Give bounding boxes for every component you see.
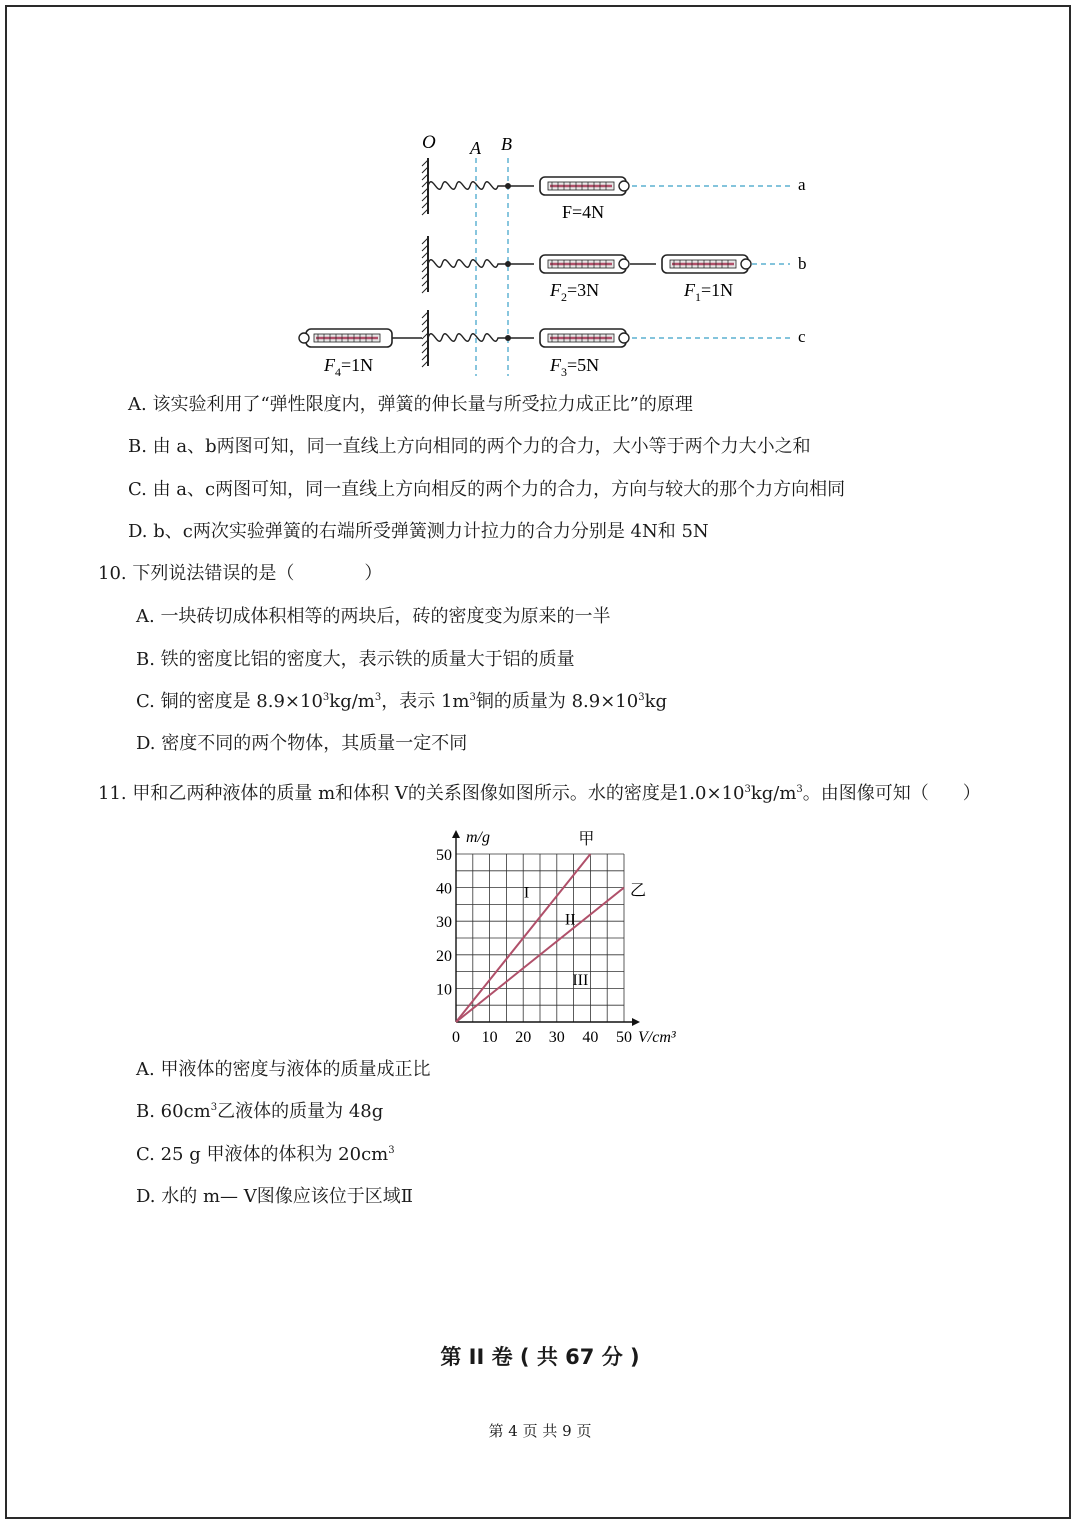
q9-option-c: C. 由 a、c两图可知，同一直线上方向相反的两个力的合力，方向与较大的那个力方向相同 bbox=[128, 479, 846, 500]
q11-b-part: 乙液体的质量为 48g bbox=[217, 1101, 384, 1122]
q11-b-part: B. 60cm bbox=[136, 1101, 211, 1122]
force-symbol-F1: F bbox=[684, 280, 695, 300]
q10-option-d: D. 密度不同的两个物体，其质量一定不同 bbox=[136, 733, 468, 754]
q10-option-a: A. 一块砖切成体积相等的两块后，砖的密度变为原来的一半 bbox=[136, 606, 611, 627]
q9-option-a: A. 该实验利用了“弹性限度内，弹簧的伸长量与所受拉力成正比”的原理 bbox=[128, 394, 693, 415]
row-label-c: c bbox=[798, 327, 806, 346]
q10-c-part: ，表示 1m bbox=[381, 691, 470, 712]
point-label-B: B bbox=[501, 134, 512, 154]
region-label: II bbox=[564, 911, 576, 929]
q10-c-unit: kg/m bbox=[329, 691, 375, 712]
q11-stem-text: 。由图像可知（ bbox=[802, 783, 929, 804]
y-tick-label: 50 bbox=[436, 847, 452, 864]
force-subscript-3: 3 bbox=[561, 365, 567, 379]
x-tick-label: 10 bbox=[481, 1029, 498, 1046]
q11-option-d: D. 水的 m— V图像应该位于区域Ⅱ bbox=[136, 1186, 413, 1207]
q10-c-exp: 3 bbox=[469, 692, 476, 703]
q9-option-d: D. b、c两次实验弹簧的右端所受弹簧测力计拉力的合力分别是 4N和 5N bbox=[128, 521, 709, 542]
q11-option-b bbox=[136, 1100, 383, 1124]
q10-stem-close: ） bbox=[364, 563, 383, 584]
point-label-A: A bbox=[470, 138, 481, 158]
section-title: 第 II 卷 ( 共 67 分 ) bbox=[440, 1345, 640, 1369]
force-subscript-1: 1 bbox=[695, 290, 701, 304]
svg-text:F3=5N bbox=[549, 355, 599, 379]
svg-text:F2=3N bbox=[549, 280, 599, 304]
y-axis-label: m/g bbox=[466, 829, 490, 846]
q10-stem-text: 10. 下列说法错误的是（ bbox=[98, 563, 295, 584]
force-label-F: F=4N bbox=[562, 202, 605, 222]
q10-c-part: C. 铜的密度是 8.9×10 bbox=[136, 691, 323, 712]
q10-option-b: B. 铁的密度比铝的密度大，表示铁的质量大于铝的质量 bbox=[136, 649, 575, 670]
q11-b-exp: 3 bbox=[210, 1102, 218, 1113]
svg-text:F1=1N bbox=[683, 280, 733, 304]
region-label: III bbox=[572, 972, 589, 990]
force-value-F2: =3N bbox=[567, 280, 600, 300]
q10-c-exp: 3 bbox=[374, 692, 382, 703]
force-symbol-F2: F bbox=[550, 280, 561, 300]
q11-stem-close: ） bbox=[962, 783, 981, 804]
x-tick-label: 20 bbox=[515, 1029, 532, 1046]
q10-c-exp: 3 bbox=[638, 692, 645, 703]
spring-experiment-figure bbox=[290, 128, 830, 388]
y-tick-label: 10 bbox=[436, 981, 452, 999]
force-symbol-F4: F bbox=[324, 355, 335, 375]
x-tick-label: 50 bbox=[616, 1029, 632, 1046]
mass-volume-chart bbox=[420, 825, 700, 1050]
series-label: 乙 bbox=[630, 882, 647, 900]
q11-c-exp: 3 bbox=[388, 1145, 395, 1156]
force-subscript-2: 2 bbox=[561, 290, 567, 304]
region-label: I bbox=[523, 884, 530, 902]
y-tick-label: 40 bbox=[436, 880, 452, 898]
force-symbol-F3: F bbox=[550, 355, 561, 375]
point-label-O: O bbox=[422, 132, 436, 153]
row-label-a: a bbox=[798, 175, 806, 194]
q10-c-part: 铜的质量为 8.9×10 bbox=[475, 691, 639, 712]
x-axis-arrow bbox=[632, 1018, 640, 1026]
x-axis-label: V/cm³ bbox=[638, 1029, 676, 1046]
q11-stem bbox=[98, 782, 981, 806]
q11-stem-exp: 3 bbox=[796, 784, 803, 795]
q10-stem bbox=[98, 562, 382, 586]
q11-option-c bbox=[136, 1143, 395, 1167]
force-subscript-4: 4 bbox=[335, 365, 341, 379]
q11-stem-unit: kg/m bbox=[750, 783, 797, 804]
q10-c-exp: 3 bbox=[322, 692, 330, 703]
y-tick-label: 20 bbox=[436, 947, 452, 965]
q11-c-part: C. 25 g 甲液体的体积为 20cm bbox=[136, 1144, 389, 1165]
x-tick-label: 30 bbox=[548, 1029, 565, 1046]
q10-option-c bbox=[136, 690, 667, 714]
force-value-F1: =1N bbox=[701, 280, 734, 300]
y-tick-label: 30 bbox=[436, 914, 452, 932]
x-tick-label: 40 bbox=[582, 1029, 599, 1046]
force-value-F4: =1N bbox=[341, 355, 374, 375]
q11-stem-text: 11. 甲和乙两种液体的质量 m和体积 V的关系图像如图所示。水的密度是1.0×10 bbox=[98, 783, 745, 804]
q11-stem-exp: 3 bbox=[744, 784, 751, 795]
row-label-b: b bbox=[798, 254, 807, 273]
x-tick-label: 0 bbox=[452, 1029, 460, 1046]
svg-text:F4=1N bbox=[323, 355, 373, 379]
series-label: 甲 bbox=[578, 831, 595, 848]
q11-option-a: A. 甲液体的密度与液体的质量成正比 bbox=[136, 1059, 431, 1080]
page-footer: 第 4 页 共 9 页 bbox=[488, 1422, 592, 1440]
force-value-F3: =5N bbox=[567, 355, 600, 375]
y-axis-arrow bbox=[452, 830, 460, 838]
q9-option-b: B. 由 a、b两图可知，同一直线上方向相同的两个力的合力，大小等于两个力大小之和 bbox=[128, 436, 811, 457]
q10-c-unit: kg bbox=[644, 691, 668, 712]
